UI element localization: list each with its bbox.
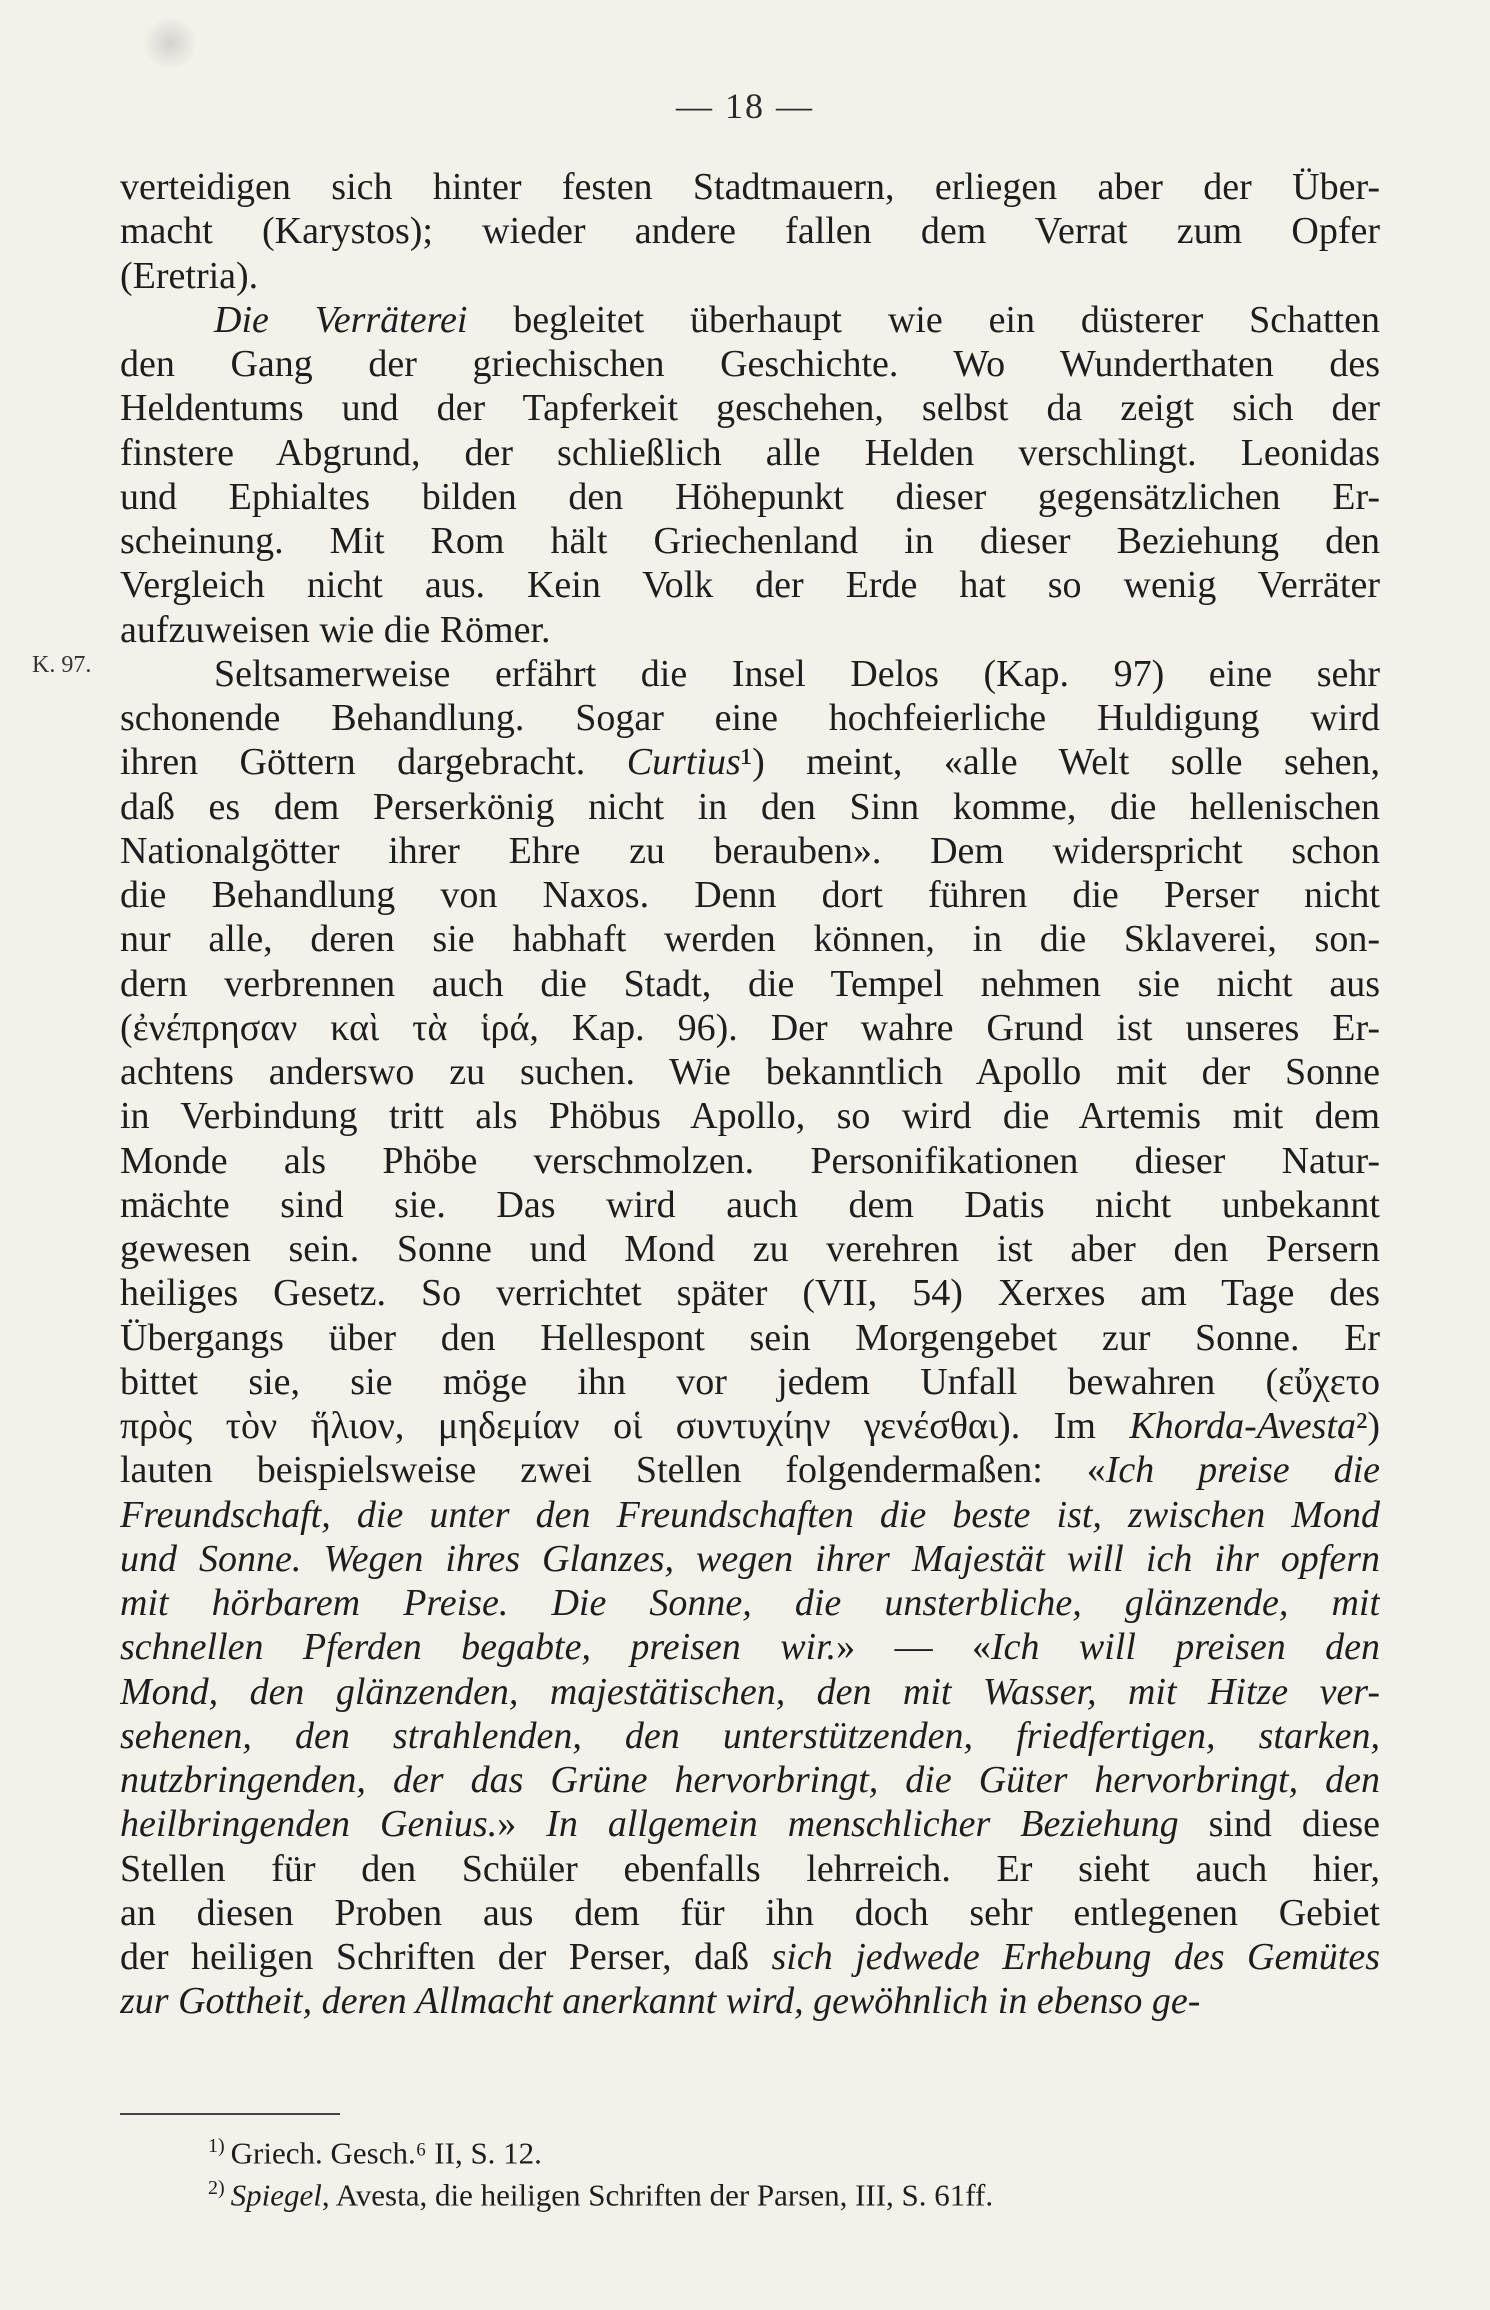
text-segment: (ἐνέπρησαν καὶ τὰ ἱρά, Kap. 96). Der wahre Grund ist unseres Er- [120, 1006, 1380, 1049]
text-segment: heiliges Gesetz. So verrichtet später (VII, 54) Xerxes am Tage des [120, 1272, 1380, 1315]
text-line [120, 1802, 1380, 1846]
text-line [120, 873, 1380, 917]
text-segment: die Behandlung von Naxos. Denn dort führen die Perser nicht [120, 874, 1380, 916]
text-segment: πρὸς τὸν ἥλιον, μηδεμίαν οἱ συντυχίην γενέσθαι). Im [120, 1405, 1130, 1447]
italic-text: Freundschaft, die unter den Freundschaften die beste ist, zwischen Mond [120, 1493, 1380, 1536]
text-line [120, 652, 1380, 696]
page-number: — 18 — [676, 86, 814, 126]
italic-text: zur Gottheit, deren Allmacht anerkannt wird, gewöhnlich in ebenso ge- [120, 1980, 1201, 2023]
italic-text: und Sonne. Wegen ihres Glanzes, wegen ihrer Majestät will ich ihr opfern [120, 1537, 1380, 1580]
italic-text: sich jedwede Erhebung des Gemütes [771, 1936, 1380, 1978]
text-line [120, 1670, 1380, 1714]
text-segment: » [497, 1803, 547, 1846]
text-segment: den Gang der griechischen Geschichte. Wo Wunderthaten des [120, 343, 1380, 385]
footnotes [208, 2125, 1388, 2213]
text-segment: mächte sind sie. Das wird auch dem Datis nicht unbekannt [120, 1183, 1380, 1226]
text-segment: daß es dem Perserkönig nicht in den Sinn komme, die hellenischen [120, 785, 1380, 828]
text-segment: lauten beispielsweise zwei Stellen folgendermaßen: « [120, 1449, 1106, 1492]
text-line [120, 563, 1380, 607]
text-line [120, 785, 1380, 829]
text-segment: Übergangs über den Hellespont sein Morgengebet zur Sonne. Er [120, 1316, 1380, 1359]
footnote-text: , Avesta, die heiligen Schriften der Parsen, III, S. 61ff. [321, 2177, 994, 2213]
text-line [120, 1714, 1380, 1758]
text-segment: verteidigen sich hinter festen Stadtmauern, erliegen aber der Über- [120, 166, 1380, 208]
text-segment: und Ephialtes bilden den Höhepunkt dieser gegensätzlichen Er- [120, 475, 1380, 518]
footnote-mark: 2) [208, 2177, 225, 2199]
italic-text: Khorda-Avesta [1129, 1405, 1356, 1447]
text-line [120, 475, 1380, 519]
text-line [120, 1979, 1380, 2023]
footnote [208, 2167, 1388, 2213]
text-line [120, 1360, 1380, 1404]
text-line [120, 917, 1380, 961]
text-line [120, 1625, 1380, 1669]
text-line [120, 1448, 1380, 1492]
text-segment: » — « [836, 1626, 991, 1669]
margin-note: K. 97. [32, 652, 92, 678]
text-segment: Nationalgötter ihrer Ehre zu berauben». Dem widerspricht schon [120, 829, 1380, 872]
text-line [120, 1227, 1380, 1271]
text-line [120, 740, 1380, 784]
footnote-text: Spiegel [230, 2177, 322, 2213]
text-segment: macht (Karystos); wieder andere fallen dem Verrat zum Opfer [120, 210, 1380, 253]
text-segment: ²) [1355, 1405, 1380, 1447]
text-line [120, 696, 1380, 740]
page-smudge [140, 18, 200, 68]
text-line [120, 962, 1380, 1006]
text-line [120, 431, 1380, 475]
text-line [120, 1094, 1380, 1138]
text-segment: Stellen für den Schüler ebenfalls lehrreich. Er sieht auch hier, [120, 1847, 1380, 1890]
text-segment: achtens anderswo zu suchen. Wie bekanntlich Apollo mit der Sonne [120, 1051, 1380, 1093]
text-segment: (Eretria). [120, 254, 259, 297]
text-line [120, 1847, 1380, 1891]
footnote [208, 2125, 1388, 2171]
text-segment: Vergleich nicht aus. Kein Volk der Erde hat so wenig Verräter [120, 564, 1380, 607]
text-line [120, 1935, 1380, 1979]
text-line [120, 1316, 1380, 1360]
text-segment: sind diese [1178, 1803, 1380, 1846]
text-line [120, 1271, 1380, 1315]
text-segment: scheinung. Mit Rom hält Griechenland in dieser Beziehung den [120, 520, 1380, 562]
footnote-rule [120, 2113, 340, 2115]
text-segment: an diesen Proben aus dem für ihn doch sehr entlegenen Gebiet [120, 1891, 1380, 1934]
footnote-text: ⁶ [415, 2135, 427, 2171]
text-segment: schonende Behandlung. Sogar eine hochfeierliche Huldigung wird [120, 697, 1380, 739]
footnote-text: Griech. Gesch. [230, 2135, 416, 2171]
text-line [120, 209, 1380, 253]
italic-text: sehenen, den strahlenden, den unterstützenden, friedfertigen, starken, [120, 1714, 1380, 1757]
text-segment: begleitet überhaupt wie ein düsterer Schatten [467, 298, 1380, 341]
italic-text: schnellen Pferden begabte, preisen wir. [120, 1626, 837, 1669]
italic-text: In allgemein menschlicher Beziehung [546, 1803, 1179, 1846]
text-line [120, 1891, 1380, 1935]
italic-text: mit hörbarem Preise. Die Sonne, die unsterbliche, glänzende, mit [120, 1582, 1380, 1624]
italic-text: heilbringenden Genius. [120, 1803, 498, 1846]
text-segment: Seltsamerweise erfährt die Insel Delos (Kap. 97) eine sehr [214, 652, 1380, 695]
text-segment: Monde als Phöbe verschmolzen. Personifikationen dieser Natur- [120, 1139, 1380, 1182]
text-segment: nur alle, deren sie habhaft werden können, in die Sklaverei, son- [120, 918, 1380, 961]
text-line [120, 1139, 1380, 1183]
text-line [120, 1404, 1380, 1448]
text-line [120, 254, 1380, 298]
text-line [120, 1537, 1380, 1581]
italic-text: Curtius [626, 741, 741, 784]
text-segment: in Verbindung tritt als Phöbus Apollo, so wird die Artemis mit dem [120, 1095, 1380, 1138]
italic-text: Ich preise die [1105, 1449, 1380, 1492]
text-line [120, 386, 1380, 430]
text-segment: gewesen sein. Sonne und Mond zu verehren ist aber den Persern [120, 1228, 1380, 1270]
text-line [120, 519, 1380, 563]
text-line [120, 165, 1380, 209]
text-segment: aufzuweisen wie die Römer. [120, 608, 551, 651]
text-line [120, 1581, 1380, 1625]
italic-text: nutzbringenden, der das Grüne hervorbringt, die Güter hervorbringt, den [120, 1759, 1380, 1801]
footnote-text: II, S. 12. [426, 2135, 542, 2171]
footnote-mark: 1) [208, 2135, 225, 2157]
text-segment: ¹) meint, «alle Welt solle sehen, [740, 741, 1380, 784]
italic-text: Die Verräterei [214, 298, 468, 341]
italic-text: Ich will preisen den [990, 1626, 1380, 1669]
text-segment: dern verbrennen auch die Stadt, die Tempel nehmen sie nicht aus [120, 962, 1380, 1005]
text-line [120, 829, 1380, 873]
text-line [120, 1493, 1380, 1537]
text-line [120, 1050, 1380, 1094]
italic-text: Mond, den glänzenden, majestätischen, den mit Wasser, mit Hitze ver- [120, 1670, 1380, 1713]
main-text [120, 165, 1380, 2024]
text-line [120, 1183, 1380, 1227]
text-line [120, 608, 1380, 652]
text-segment: der heiligen Schriften der Perser, daß [120, 1936, 772, 1978]
text-line [120, 1758, 1380, 1802]
text-line [120, 342, 1380, 386]
text-line [120, 1006, 1380, 1050]
text-segment: Heldentums und der Tapferkeit geschehen, selbst da zeigt sich der [120, 387, 1380, 430]
text-segment: finstere Abgrund, der schließlich alle Helden verschlingt. Leonidas [120, 431, 1380, 474]
text-segment: bittet sie, sie möge ihn vor jedem Unfall bewahren (εὔχετο [120, 1360, 1380, 1403]
text-line [120, 298, 1380, 342]
text-segment: ihren Göttern dargebracht. [120, 741, 627, 784]
